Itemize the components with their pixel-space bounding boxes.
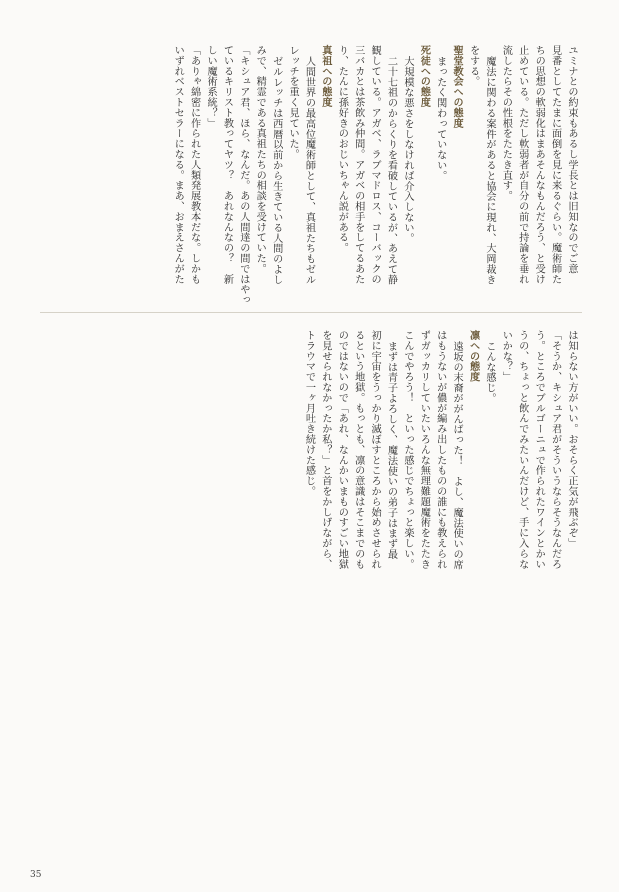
text-line: ユミナとの約束もあるし学長とは旧知なのでご意 — [566, 45, 577, 274]
text-line: こんな感じ。 — [483, 341, 495, 404]
text-line: こんでやろう！ といった感じでちょっと楽しい。 — [401, 330, 413, 570]
text-line: り、たんに孫好きのおじいちゃん説がある。 — [336, 45, 348, 253]
text-line: 観している。アガベ、ラブマドロス、コーバックの — [369, 45, 381, 285]
text-line: 三バカとは茶飲み仲間。アガベの相手をしてるあた — [352, 45, 364, 285]
section-heading: 聖堂教会への態度 — [451, 45, 463, 129]
section-heading: 死徒への態度 — [418, 45, 430, 108]
text-line: まずは青子よろしく、魔法使いの弟子はまず最 — [385, 341, 397, 560]
text-line: 「そうか、キシュア君がそういうならそうなんだろ — [549, 330, 561, 570]
text-line: 初に宇宙をうっかり滅ぼすところから始めさせられ — [369, 330, 381, 570]
section-heading: 凛への態度 — [467, 330, 479, 382]
text-line: は知らない方がいい。おそらく正気が飛ぶぞ」 — [566, 330, 577, 549]
text-line: をする。 — [467, 45, 479, 87]
text-line: 遠坂の末裔ががんばった！ よし、魔法使いの席 — [451, 341, 463, 570]
text-line: う。ところでブルゴーニュで作られたワインとかい — [533, 330, 545, 570]
text-line: まったく関わっていない。 — [434, 56, 446, 181]
text-line: しい魔術系統？」 — [205, 45, 217, 129]
text-line: るという地獄。もっとも、凛の意識はそこまでのも — [352, 330, 364, 570]
text-line: ゼルレッチは西暦以前から生きている人間のよし — [270, 56, 282, 285]
text-line: 「ありゃ綿密に作られた人類発展教本だな。しかも — [188, 45, 200, 285]
text-line: を見せられなかったか私？」と首をかしげながら、 — [319, 330, 331, 570]
text-line: レッチを重く見ていた。 — [287, 45, 299, 160]
text-line: いずれベストセラーになる。まあ、おまえさんがた — [172, 45, 184, 285]
text-line: トラウマで一ヶ月吐き続けた感じ。 — [303, 330, 315, 497]
section-divider — [40, 312, 582, 313]
section-heading: 真祖への態度 — [319, 45, 331, 108]
text-line: 人間世界の最高位魔術師として、真祖たちもゼル — [303, 56, 315, 285]
text-line: 流したらその性根をたたき直す。 — [500, 45, 512, 201]
text-line: のではないので「あれ、なんかいまものすごい地獄 — [336, 330, 348, 570]
text-line: 止めている。ただし軟弱者が自分の前で持論を垂れ — [516, 45, 528, 285]
text-line: 見番としてたまに面倒を見に来るぐらい。魔術師た — [549, 45, 561, 285]
top-text-block — [169, 45, 579, 305]
text-line: いかな？」 — [500, 330, 512, 382]
bottom-text-block — [300, 330, 579, 570]
text-line: 魔法に関わる案件があると協会に現れ、大岡裁き — [483, 56, 495, 285]
page-number: 35 — [30, 870, 42, 880]
text-line: ずガッカリしていたいろんな無理難題魔術をたたき — [418, 330, 430, 570]
text-line: ているキリスト教ってヤツ？ あれなんなの？ 新 — [221, 45, 233, 285]
text-line: 二十七祖のからくりを看破しているが、あえて静 — [385, 56, 397, 285]
text-line: みで、精霊である真祖たちの相談を受けていた。 — [254, 45, 266, 274]
text-line: 大規模な悪さをしなければ介入しない。 — [401, 56, 413, 244]
text-line: ちの思想の軟弱化はまあそんなもんだろう、と受け — [533, 45, 545, 285]
text-line: うの、ちょっと飲んでみたいんだけど、手に入らな — [516, 330, 528, 570]
text-line: はもうないが儂が編み出したものの誰にも教えられ — [434, 330, 446, 570]
text-line: 「キシュア君、ほら、なんだ。あの人間達の間ではやっ — [237, 45, 249, 305]
